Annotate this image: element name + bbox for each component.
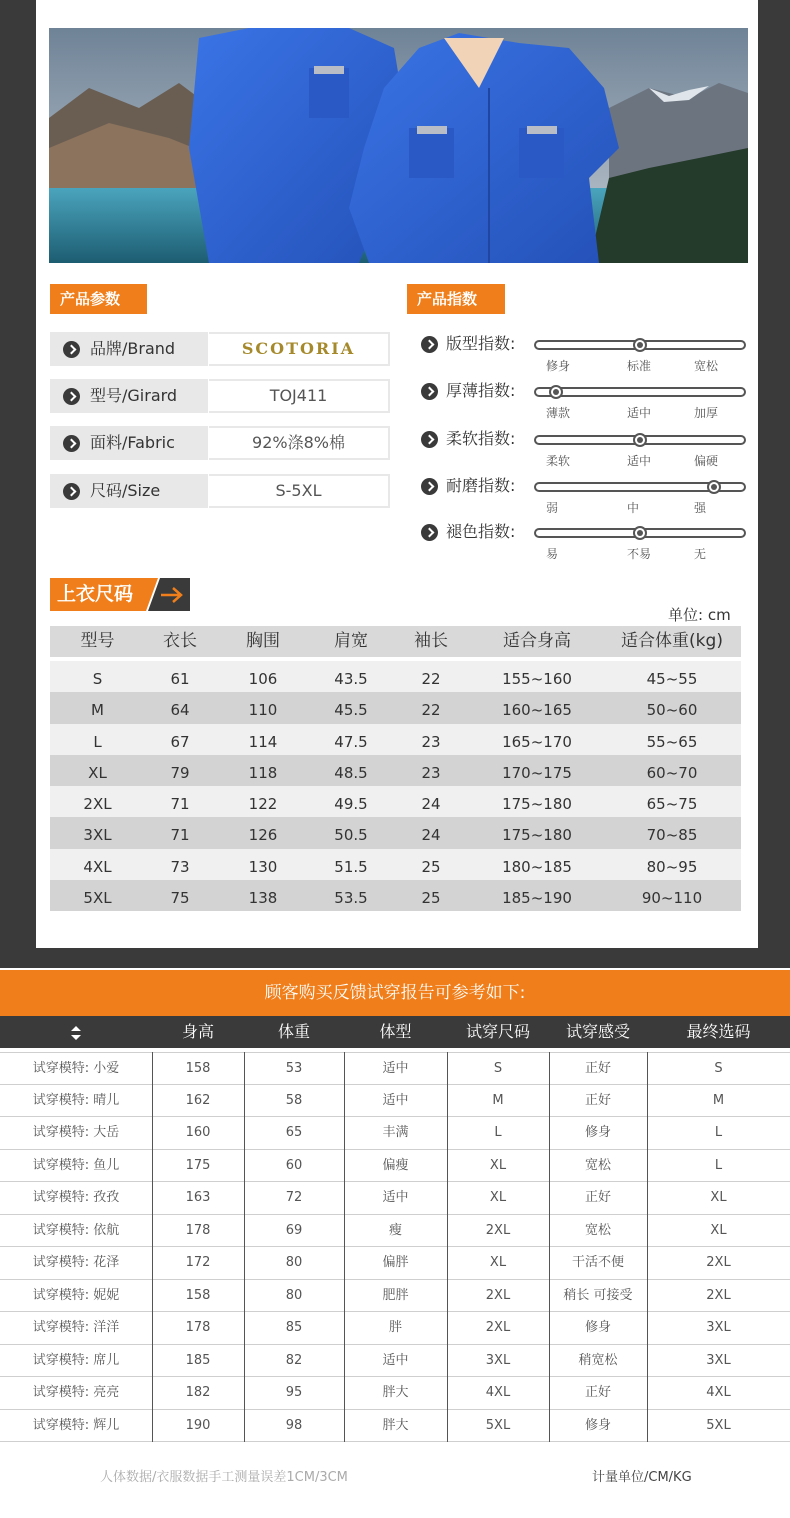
index-label: 版型指数: bbox=[446, 334, 516, 353]
feedback-cell: 胖 bbox=[388, 1320, 402, 1335]
index-tick: 适中 bbox=[627, 406, 652, 420]
size-cell: 71 bbox=[170, 795, 190, 814]
chevron-right-icon bbox=[421, 431, 438, 448]
size-cell: 175~180 bbox=[502, 795, 572, 814]
chevron-right-icon bbox=[421, 383, 438, 400]
feedback-header-cell: 最终选码 bbox=[686, 1022, 751, 1041]
index-tick: 薄款 bbox=[546, 406, 571, 420]
size-cell: 65~75 bbox=[646, 795, 698, 814]
index-tick: 强 bbox=[694, 501, 707, 515]
feedback-header-cell: 身高 bbox=[181, 1022, 214, 1041]
feedback-cell: XL bbox=[489, 1157, 507, 1173]
size-cell: 22 bbox=[421, 701, 441, 720]
index-tick: 标准 bbox=[627, 359, 652, 373]
unit-note: 计量单位/CM/KG bbox=[592, 1470, 692, 1485]
size-cell: 4XL bbox=[83, 857, 112, 876]
feedback-row bbox=[0, 1280, 790, 1313]
size-cell: 70~85 bbox=[646, 826, 698, 845]
param-label: 型号/Girard bbox=[90, 386, 178, 405]
col-divider bbox=[447, 1052, 448, 1442]
feedback-cell: 190 bbox=[185, 1417, 211, 1433]
feedback-cell: 53 bbox=[285, 1061, 303, 1076]
size-cell: 155~160 bbox=[502, 670, 572, 688]
size-cell: 50.5 bbox=[334, 826, 368, 845]
size-cell: 55~65 bbox=[646, 732, 698, 751]
size-cell: 53.5 bbox=[334, 889, 368, 908]
size-cell: 75 bbox=[170, 889, 190, 908]
size-cell: L bbox=[93, 732, 102, 751]
feedback-row bbox=[0, 1410, 790, 1443]
feedback-cell: 适中 bbox=[382, 1352, 409, 1368]
size-cell: 138 bbox=[248, 889, 278, 908]
size-header-cell: 肩宽 bbox=[334, 631, 368, 651]
size-cell: 45~55 bbox=[646, 670, 698, 688]
size-cell: 64 bbox=[170, 701, 190, 720]
chevron-right-icon bbox=[63, 435, 80, 452]
size-cell: 90~110 bbox=[641, 889, 703, 908]
feedback-cell: 适中 bbox=[382, 1190, 409, 1205]
size-row bbox=[50, 849, 741, 880]
feedback-cell: 182 bbox=[185, 1385, 211, 1400]
param-row bbox=[50, 379, 390, 413]
size-cell: 73 bbox=[170, 857, 190, 876]
feedback-cell: 胖大 bbox=[382, 1417, 409, 1433]
size-header-cell: 衣长 bbox=[163, 631, 197, 651]
feedback-cell: 185 bbox=[185, 1352, 211, 1368]
index-tick: 柔软 bbox=[546, 454, 571, 468]
index-tick: 修身 bbox=[546, 359, 571, 373]
size-cell: 23 bbox=[421, 763, 441, 782]
size-cell: XL bbox=[88, 763, 107, 782]
size-cell: 110 bbox=[248, 701, 278, 720]
feedback-cell: 2XL bbox=[706, 1255, 731, 1270]
feedback-row bbox=[0, 1052, 790, 1085]
param-value: SCOTORIA bbox=[209, 332, 390, 366]
sort-icon[interactable] bbox=[0, 1016, 152, 1048]
feedback-cell: 正好 bbox=[584, 1190, 611, 1205]
product-index-tag: 产品指数 bbox=[407, 284, 505, 314]
feedback-cell: 试穿模特: 辉儿 bbox=[32, 1417, 120, 1433]
index-tick: 宽松 bbox=[694, 359, 719, 373]
size-cell: 47.5 bbox=[334, 732, 368, 751]
feedback-cell: M bbox=[712, 1092, 725, 1108]
size-cell: 61 bbox=[170, 670, 190, 688]
size-cell: 165~170 bbox=[502, 732, 572, 751]
size-row bbox=[50, 724, 741, 755]
feedback-cell: 胖大 bbox=[382, 1385, 409, 1400]
feedback-cell: 宽松 bbox=[584, 1157, 611, 1173]
param-row bbox=[50, 426, 390, 460]
size-cell: M bbox=[91, 701, 104, 720]
feedback-cell: 3XL bbox=[706, 1320, 731, 1335]
feedback-cell: 58 bbox=[285, 1092, 303, 1108]
feedback-cell: 试穿模特: 孜孜 bbox=[32, 1190, 120, 1205]
size-row bbox=[50, 880, 741, 911]
size-cell: 126 bbox=[248, 826, 278, 845]
size-cell: 51.5 bbox=[334, 857, 368, 876]
feedback-cell: 肥胖 bbox=[382, 1287, 409, 1303]
product-params-tag: 产品参数 bbox=[50, 284, 147, 314]
feedback-cell: S bbox=[714, 1061, 723, 1076]
size-cell: 5XL bbox=[83, 889, 112, 908]
size-header-cell: 袖长 bbox=[414, 631, 448, 651]
feedback-cell: 瘦 bbox=[388, 1222, 402, 1238]
index-row bbox=[418, 521, 748, 561]
size-table-header bbox=[50, 626, 741, 657]
feedback-cell: 80 bbox=[285, 1287, 303, 1303]
feedback-cell: 适中 bbox=[382, 1061, 409, 1076]
size-cell: 2XL bbox=[83, 795, 112, 814]
size-row bbox=[50, 755, 741, 786]
feedback-cell: 175 bbox=[185, 1157, 211, 1173]
feedback-cell: 试穿模特: 亮亮 bbox=[32, 1385, 120, 1400]
arrow-right-icon bbox=[159, 585, 185, 605]
size-cell: 48.5 bbox=[334, 763, 368, 782]
index-tick: 弱 bbox=[546, 501, 559, 515]
feedback-cell: 85 bbox=[285, 1320, 303, 1335]
size-cell: 170~175 bbox=[502, 763, 572, 782]
feedback-cell: XL bbox=[710, 1190, 727, 1205]
feedback-cell: 正好 bbox=[584, 1092, 611, 1108]
feedback-cell: 试穿模特: 席儿 bbox=[32, 1352, 120, 1368]
index-tick: 适中 bbox=[627, 454, 652, 468]
feedback-cell: L bbox=[714, 1157, 723, 1173]
index-row bbox=[418, 380, 748, 420]
chevron-right-icon bbox=[63, 388, 80, 405]
size-cell: 60~70 bbox=[646, 763, 698, 782]
size-cell: 23 bbox=[421, 732, 441, 751]
feedback-cell: 试穿模特: 洋洋 bbox=[32, 1320, 120, 1335]
feedback-header-cell: 体重 bbox=[277, 1022, 310, 1041]
feedback-cell: XL bbox=[489, 1255, 507, 1270]
size-cell: S bbox=[92, 670, 103, 688]
param-row bbox=[50, 332, 390, 366]
feedback-cell: 稍宽松 bbox=[578, 1352, 618, 1368]
size-cell: 43.5 bbox=[334, 670, 368, 688]
size-row bbox=[50, 817, 741, 848]
param-value: S-5XL bbox=[209, 474, 390, 508]
feedback-cell: 178 bbox=[185, 1222, 211, 1238]
size-cell: 175~180 bbox=[502, 826, 572, 845]
feedback-cell: 158 bbox=[185, 1287, 211, 1303]
size-cell: 24 bbox=[421, 795, 441, 814]
feedback-cell: M bbox=[492, 1092, 504, 1108]
feedback-cell: 试穿模特: 依航 bbox=[32, 1222, 120, 1238]
feedback-cell: 95 bbox=[285, 1385, 303, 1400]
feedback-header-cell: 试穿尺码 bbox=[465, 1022, 530, 1041]
feedback-header bbox=[0, 1016, 790, 1048]
size-header-cell: 适合身高 bbox=[503, 631, 571, 651]
feedback-row bbox=[0, 1247, 790, 1280]
size-cell: 45.5 bbox=[334, 701, 368, 720]
feedback-cell: 178 bbox=[185, 1320, 211, 1335]
param-label: 尺码/Size bbox=[90, 481, 161, 500]
feedback-cell: 试穿模特: 鱼儿 bbox=[32, 1157, 120, 1173]
feedback-row bbox=[0, 1345, 790, 1378]
size-cell: 80~95 bbox=[646, 857, 698, 876]
col-divider bbox=[344, 1052, 345, 1442]
feedback-row bbox=[0, 1182, 790, 1215]
param-row bbox=[50, 474, 390, 508]
hero-product-photo bbox=[49, 28, 748, 263]
feedback-cell: 3XL bbox=[485, 1352, 511, 1368]
feedback-row bbox=[0, 1117, 790, 1150]
size-cell: 22 bbox=[421, 670, 441, 688]
size-cell: 160~165 bbox=[502, 701, 572, 720]
size-cell: 130 bbox=[248, 857, 278, 876]
feedback-cell: 158 bbox=[185, 1061, 211, 1076]
size-header-cell: 型号 bbox=[80, 631, 115, 651]
chevron-right-icon bbox=[63, 483, 80, 500]
size-row bbox=[50, 692, 741, 723]
feedback-cell: 2XL bbox=[485, 1320, 511, 1335]
feedback-cell: 宽松 bbox=[584, 1222, 611, 1238]
feedback-cell: 82 bbox=[285, 1352, 303, 1368]
feedback-cell: 2XL bbox=[485, 1287, 511, 1303]
chevron-right-icon bbox=[421, 524, 438, 541]
index-label: 厚薄指数: bbox=[446, 381, 516, 400]
feedback-cell: 试穿模特: 晴儿 bbox=[32, 1092, 120, 1108]
param-label: 品牌/Brand bbox=[90, 339, 176, 358]
param-value: TOJ411 bbox=[209, 379, 390, 413]
index-knob bbox=[633, 526, 647, 540]
index-knob bbox=[633, 433, 647, 447]
index-label: 柔软指数: bbox=[446, 429, 516, 448]
feedback-banner: 顾客购买反馈试穿报告可参考如下: bbox=[0, 970, 790, 1016]
chevron-right-icon bbox=[421, 478, 438, 495]
param-label-cell bbox=[50, 426, 208, 460]
feedback-row bbox=[0, 1377, 790, 1410]
size-row bbox=[50, 786, 741, 817]
size-cell: 114 bbox=[248, 732, 278, 751]
chevron-right-icon bbox=[63, 341, 80, 358]
feedback-cell: 5XL bbox=[485, 1417, 511, 1433]
size-row bbox=[50, 661, 741, 692]
feedback-cell: 干活不便 bbox=[571, 1255, 624, 1270]
param-label-cell bbox=[50, 379, 208, 413]
size-header-cell: 胸围 bbox=[246, 631, 280, 651]
feedback-cell: 4XL bbox=[706, 1385, 731, 1400]
size-cell: 49.5 bbox=[334, 795, 368, 814]
index-row bbox=[418, 475, 748, 515]
index-tick: 易 bbox=[546, 547, 559, 561]
feedback-cell: XL bbox=[489, 1190, 507, 1205]
feedback-cell: 试穿模特: 妮妮 bbox=[32, 1287, 120, 1303]
feedback-cell: 丰满 bbox=[382, 1125, 409, 1140]
feedback-cell: 偏瘦 bbox=[382, 1157, 409, 1173]
size-cell: 106 bbox=[248, 670, 278, 688]
size-cell: 185~190 bbox=[502, 889, 572, 908]
feedback-cell: 适中 bbox=[382, 1092, 409, 1108]
feedback-cell: 试穿模特: 大岳 bbox=[32, 1125, 120, 1140]
feedback-cell: 2XL bbox=[706, 1287, 731, 1303]
size-header-cell: 适合体重(kg) bbox=[621, 631, 723, 651]
size-cell: 180~185 bbox=[502, 857, 572, 876]
size-cell: 24 bbox=[421, 826, 441, 845]
feedback-cell: 172 bbox=[185, 1255, 211, 1270]
feedback-cell: 试穿模特: 小爱 bbox=[32, 1061, 120, 1076]
index-track bbox=[534, 387, 746, 397]
feedback-cell: 69 bbox=[285, 1222, 303, 1238]
feedback-row bbox=[0, 1085, 790, 1118]
param-label: 面料/Fabric bbox=[90, 433, 175, 452]
index-tick: 不易 bbox=[627, 547, 652, 561]
index-tick: 加厚 bbox=[694, 406, 719, 420]
size-chart-tag bbox=[50, 578, 190, 611]
feedback-row bbox=[0, 1215, 790, 1248]
col-divider bbox=[549, 1052, 550, 1442]
feedback-cell: 修身 bbox=[584, 1125, 611, 1140]
param-value: 92%涤8%棉 bbox=[209, 426, 390, 460]
feedback-cell: 65 bbox=[285, 1125, 303, 1140]
feedback-header-cell: 试穿感受 bbox=[565, 1022, 630, 1041]
feedback-cell: 72 bbox=[285, 1190, 303, 1205]
feedback-cell: 60 bbox=[285, 1157, 303, 1173]
index-label: 耐磨指数: bbox=[446, 476, 516, 495]
feedback-header-cell: 体型 bbox=[379, 1022, 412, 1041]
size-cell: 25 bbox=[421, 889, 441, 908]
feedback-table bbox=[0, 1052, 790, 1442]
feedback-cell: 98 bbox=[285, 1417, 303, 1433]
index-tick: 偏硬 bbox=[694, 454, 719, 468]
feedback-cell: S bbox=[493, 1061, 503, 1076]
feedback-cell: 正好 bbox=[584, 1061, 611, 1076]
size-cell: 50~60 bbox=[646, 701, 698, 720]
col-divider bbox=[152, 1052, 153, 1442]
feedback-cell: 5XL bbox=[706, 1417, 731, 1433]
size-chart-title: 上衣尺码 bbox=[57, 583, 134, 605]
size-cell: 118 bbox=[248, 763, 278, 782]
feedback-cell: 163 bbox=[185, 1190, 211, 1205]
index-knob bbox=[633, 338, 647, 352]
chevron-right-icon bbox=[421, 336, 438, 353]
size-cell: 71 bbox=[170, 826, 190, 845]
param-label-cell bbox=[50, 332, 208, 366]
feedback-cell: 160 bbox=[185, 1125, 211, 1140]
index-tick: 无 bbox=[694, 547, 707, 561]
feedback-cell: 2XL bbox=[485, 1222, 511, 1238]
feedback-cell: 4XL bbox=[485, 1385, 511, 1400]
feedback-cell: 偏胖 bbox=[382, 1255, 409, 1270]
feedback-cell: 正好 bbox=[584, 1385, 611, 1400]
feedback-cell: XL bbox=[710, 1222, 727, 1238]
feedback-cell: 修身 bbox=[584, 1417, 611, 1433]
size-table bbox=[50, 626, 741, 911]
feedback-cell: L bbox=[494, 1125, 502, 1140]
index-tick: 中 bbox=[627, 501, 640, 515]
size-cell: 25 bbox=[421, 857, 441, 876]
feedback-cell: 162 bbox=[185, 1092, 211, 1108]
index-label: 褪色指数: bbox=[446, 522, 516, 541]
feedback-cell: 80 bbox=[285, 1255, 303, 1270]
feedback-row bbox=[0, 1312, 790, 1345]
feedback-cell: 试穿模特: 花泽 bbox=[32, 1255, 120, 1270]
size-cell: 79 bbox=[170, 763, 190, 782]
index-row bbox=[418, 333, 748, 373]
size-cell: 3XL bbox=[83, 826, 112, 845]
feedback-cell: 修身 bbox=[584, 1320, 611, 1335]
param-label-cell bbox=[50, 474, 208, 508]
measurement-note: 人体数据/衣服数据手工测量误差1CM/3CM bbox=[100, 1470, 348, 1485]
size-cell: 67 bbox=[170, 732, 190, 751]
feedback-cell: 稍长 可接受 bbox=[563, 1287, 633, 1303]
index-row bbox=[418, 428, 748, 468]
unit-label: 单位: cm bbox=[668, 606, 731, 624]
feedback-cell: L bbox=[714, 1125, 723, 1140]
col-divider bbox=[244, 1052, 245, 1442]
col-divider bbox=[647, 1052, 648, 1442]
size-cell: 122 bbox=[248, 795, 278, 814]
feedback-cell: 3XL bbox=[706, 1352, 731, 1368]
feedback-row bbox=[0, 1150, 790, 1183]
